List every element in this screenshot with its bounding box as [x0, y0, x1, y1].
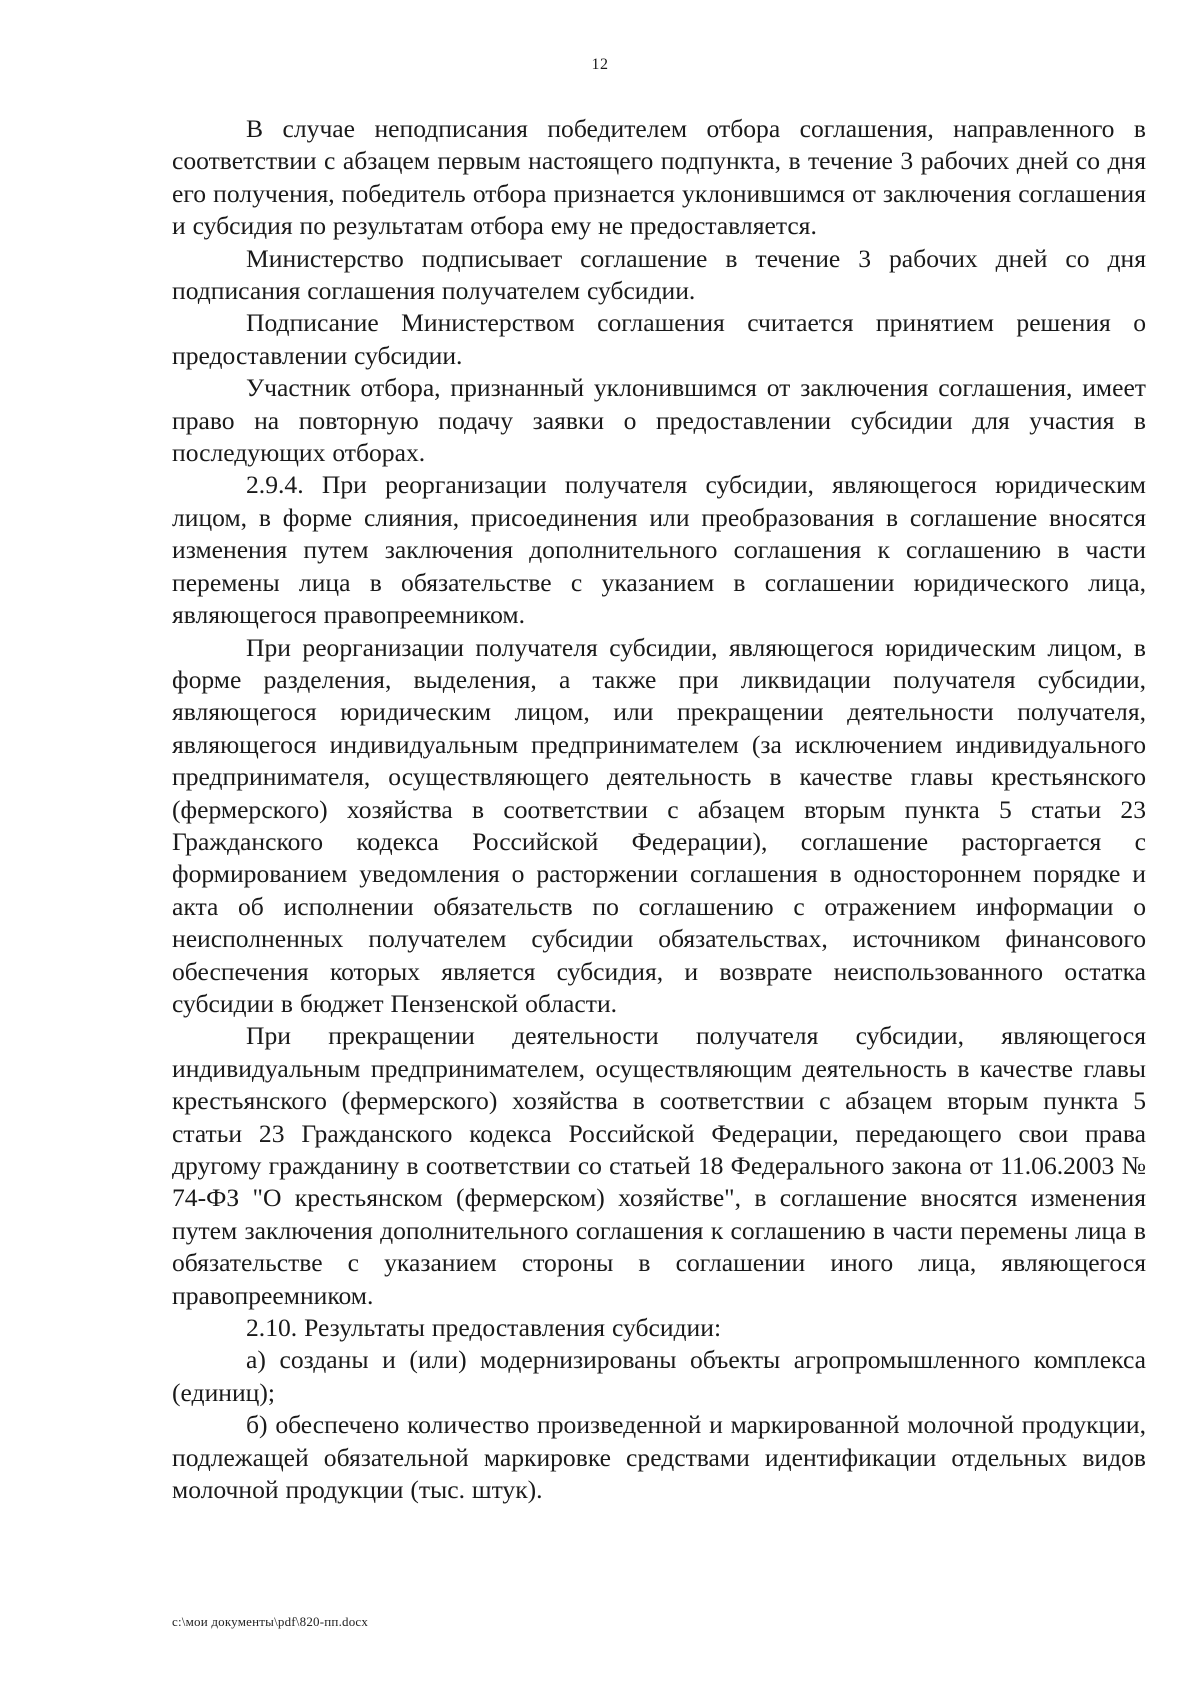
paragraph-farm-head-termination: При прекращении деятельности получателя субсидии, являющегося индивидуальным предпринимателем, осуществляющим деятельность в качестве главы крестьянского (фермерского) хозяйства в соответствии с абзацем вторым пункта 5 статьи 23 Гражданского кодекса Российской Федерации, передающего свои права другому гражданину в соответствии со статьей 18 Федерального закона от 11.06.2003 № 74-ФЗ "О крестьянском (фермерском) хозяйстве", в соглашение вносятся изменения путем заключения дополнительного соглашения к соглашению в части перемены лица в обязательстве с указанием стороны в соглашении иного лица, являющегося правопреемником.: [172, 1021, 1146, 1310]
paragraph-result-b: б) обеспечено количество произведенной и маркированной молочной продукции, подлежащей обязательной маркировке средствами идентификации отдельных видов молочной продукции (тыс. штук).: [172, 1410, 1146, 1505]
paragraph-2-9-4-reorganization: 2.9.4. При реорганизации получателя субсидии, являющегося юридическим лицом, в форме слияния, присоединения или преобразования в соглашение вносятся изменения путем заключения дополнительного соглашения к соглашению в части перемены лица в обязательстве с указанием в соглашении юридического лица, являющегося правопреемником.: [172, 470, 1146, 630]
paragraph-termination: При реорганизации получателя субсидии, являющегося юридическим лицом, в форме разделения, выделения, а также при ликвидации получателя субсидии, являющегося юридическим лицом, или прекращении деятельности получателя, являющегося индивидуальным предпринимателем (за исключением индивидуального предпринимателя, осуществляющего деятельность в качестве главы крестьянского (фермерского) хозяйства в соответствии с абзацем вторым пункта 5 статьи 23 Гражданского кодекса Российской Федерации), соглашение расторгается с формированием уведомления о расторжении соглашения в одностороннем порядке и акта об исполнении обязательств по соглашению с отражением информации о неисполненных получателем субсидии обязательствах, источником финансового обеспечения которых является субсидия, и возврате неиспользованного остатка субсидии в бюджет Пензенской области.: [172, 632, 1146, 1018]
paragraph-result-a: а) созданы и (или) модернизированы объекты агропромышленного комплекса (единиц);: [172, 1345, 1146, 1407]
document-body: [172, 113, 1146, 1506]
footer-file-path: c:\мои документы\pdf\820-пп.docx: [172, 1614, 369, 1629]
page-number: 12: [591, 56, 609, 73]
paragraph-ministry-signs: Министерство подписывает соглашение в течение 3 рабочих дней со дня подписания соглашения получателем субсидии.: [172, 243, 1146, 306]
paragraph-refusal-to-sign: В случае неподписания победителем отбора соглашения, направленного в соответствии с абзацем первым настоящего подпункта, в течение 3 рабочих дней со дня его получения, победитель отбора признается уклонившимся от заключения соглашения и субсидия по результатам отбора ему не предоставляется.: [172, 114, 1146, 241]
paragraph-2-10-results-heading: 2.10. Результаты предоставления субсидии:: [246, 1313, 722, 1343]
paragraph-signing-decision: Подписание Министерством соглашения считается принятием решения о предоставлении субсидии.: [172, 308, 1146, 370]
paragraph-reapplication-right: Участник отбора, признанный уклонившимся от заключения соглашения, имеет право на повторную подачу заявки о предоставлении субсидии для участия в последующих отборах.: [172, 373, 1146, 468]
